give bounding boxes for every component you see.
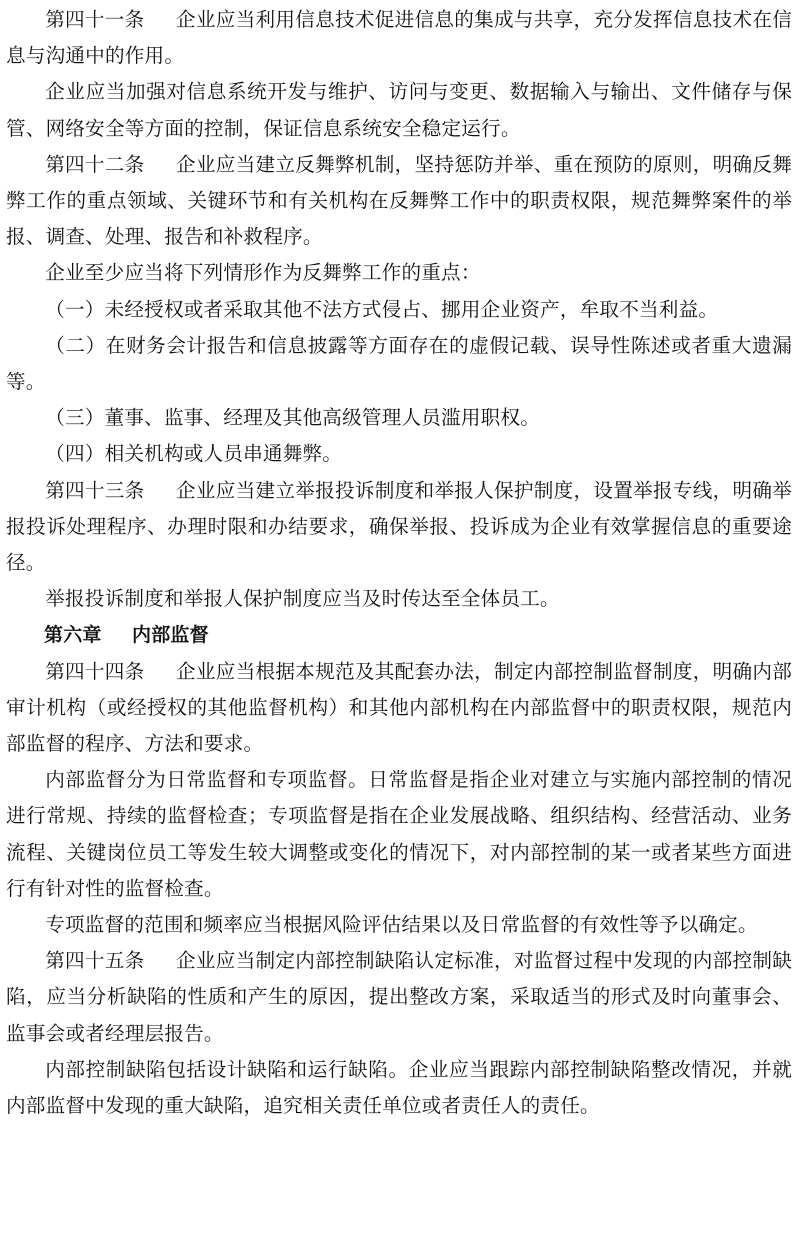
- paragraph-text: 企业应当根据本规范及其配套办法，制定内部控制监督制度，明确内部审计机构（或经授权的其他监督机构）和其他内部机构在内部监督中的职责权限，规范内部监督的程序、方法和要求。: [6, 659, 793, 756]
- paragraph-article-45: [6, 943, 792, 1052]
- paragraph-article-41: [6, 2, 792, 74]
- list-item: [6, 400, 792, 436]
- article-number: 第四十四条: [45, 659, 145, 683]
- paragraph-text: 内部监督分为日常监督和专项监督。日常监督是指企业对建立与实施内部控制的情况进行常规、持续的监督检查；专项监督是指在企业发展战略、组织结构、经营活动、业务流程、关键岗位员工等发生较大调整或变化的情况下，对内部控制的某一或者某些方面进行有针对性的监督检查。: [6, 768, 792, 900]
- paragraph: [6, 581, 792, 617]
- paragraph-text: 企业应当建立举报投诉制度和举报人保护制度，设置举报专线，明确举报投诉处理程序、办理时限和办结要求，确保举报、投诉成为企业有效掌握信息的重要途径。: [6, 478, 793, 575]
- paragraph-article-42: [6, 147, 792, 256]
- paragraph-text: （一）未经授权或者采取其他不法方式侵占、挪用企业资产，牟取不当利益。: [45, 297, 719, 321]
- article-number: 第四十五条: [45, 949, 145, 973]
- paragraph-text: 企业应当加强对信息系统开发与维护、访问与变更、数据输入与输出、文件储存与保管、网络安全等方面的控制，保证信息系统安全稳定运行。: [6, 80, 792, 140]
- chapter-title: 内部监督: [132, 624, 209, 647]
- paragraph: [6, 762, 792, 907]
- paragraph: [6, 907, 792, 943]
- paragraph: [6, 255, 792, 291]
- paragraph-text: 企业应当制定内部控制缺陷认定标准，对监督过程中发现的内部控制缺陷，应当分析缺陷的性质和产生的原因，提出整改方案，采取适当的形式及时向董事会、监事会或者经理层报告。: [6, 949, 793, 1045]
- paragraph-text: 举报投诉制度和举报人保护制度应当及时传达至全体员工。: [45, 587, 560, 611]
- paragraph: [6, 74, 792, 146]
- paragraph-text: （二）在财务会计报告和信息披露等方面存在的虚假记载、误导性陈述或者重大遗漏等。: [6, 333, 792, 394]
- article-number: 第四十二条: [45, 152, 145, 176]
- paragraph-article-44: [6, 654, 792, 763]
- paragraph-text: 企业应当利用信息技术促进信息的集成与共享，充分发挥信息技术在信息与沟通中的作用。: [6, 8, 793, 68]
- article-number: 第四十一条: [45, 8, 145, 31]
- paragraph-text: （三）董事、监事、经理及其他高级管理人员滥用职权。: [45, 406, 541, 430]
- chapter-number: 第六章: [44, 624, 102, 647]
- paragraph-article-43: [6, 473, 792, 582]
- paragraph-text: 专项监督的范围和频率应当根据风险评估结果以及日常监督的有效性等予以确定。: [45, 913, 758, 937]
- paragraph-text: 企业应当建立反舞弊机制，坚持惩防并举、重在预防的原则，明确反舞弊工作的重点领域、关键环节和有关机构在反舞弊工作中的职责权限，规范舞弊案件的举报、调查、处理、报告和补救程序。: [6, 152, 793, 249]
- paragraph-text: 内部控制缺陷包括设计缺陷和运行缺陷。企业应当跟踪内部控制缺陷整改情况，并就内部监督中发现的重大缺陷，追究相关责任单位或者责任人的责任。: [6, 1057, 792, 1118]
- list-item: [6, 292, 792, 328]
- paragraph: [6, 1052, 792, 1124]
- list-item: [6, 436, 792, 472]
- paragraph-text: 企业至少应当将下列情形作为反舞弊工作的重点：: [45, 261, 481, 285]
- article-number: 第四十三条: [45, 478, 145, 502]
- paragraph-text: （四）相关机构或人员串通舞弊。: [45, 442, 343, 466]
- list-item: [6, 328, 792, 400]
- chapter-heading: [6, 617, 792, 653]
